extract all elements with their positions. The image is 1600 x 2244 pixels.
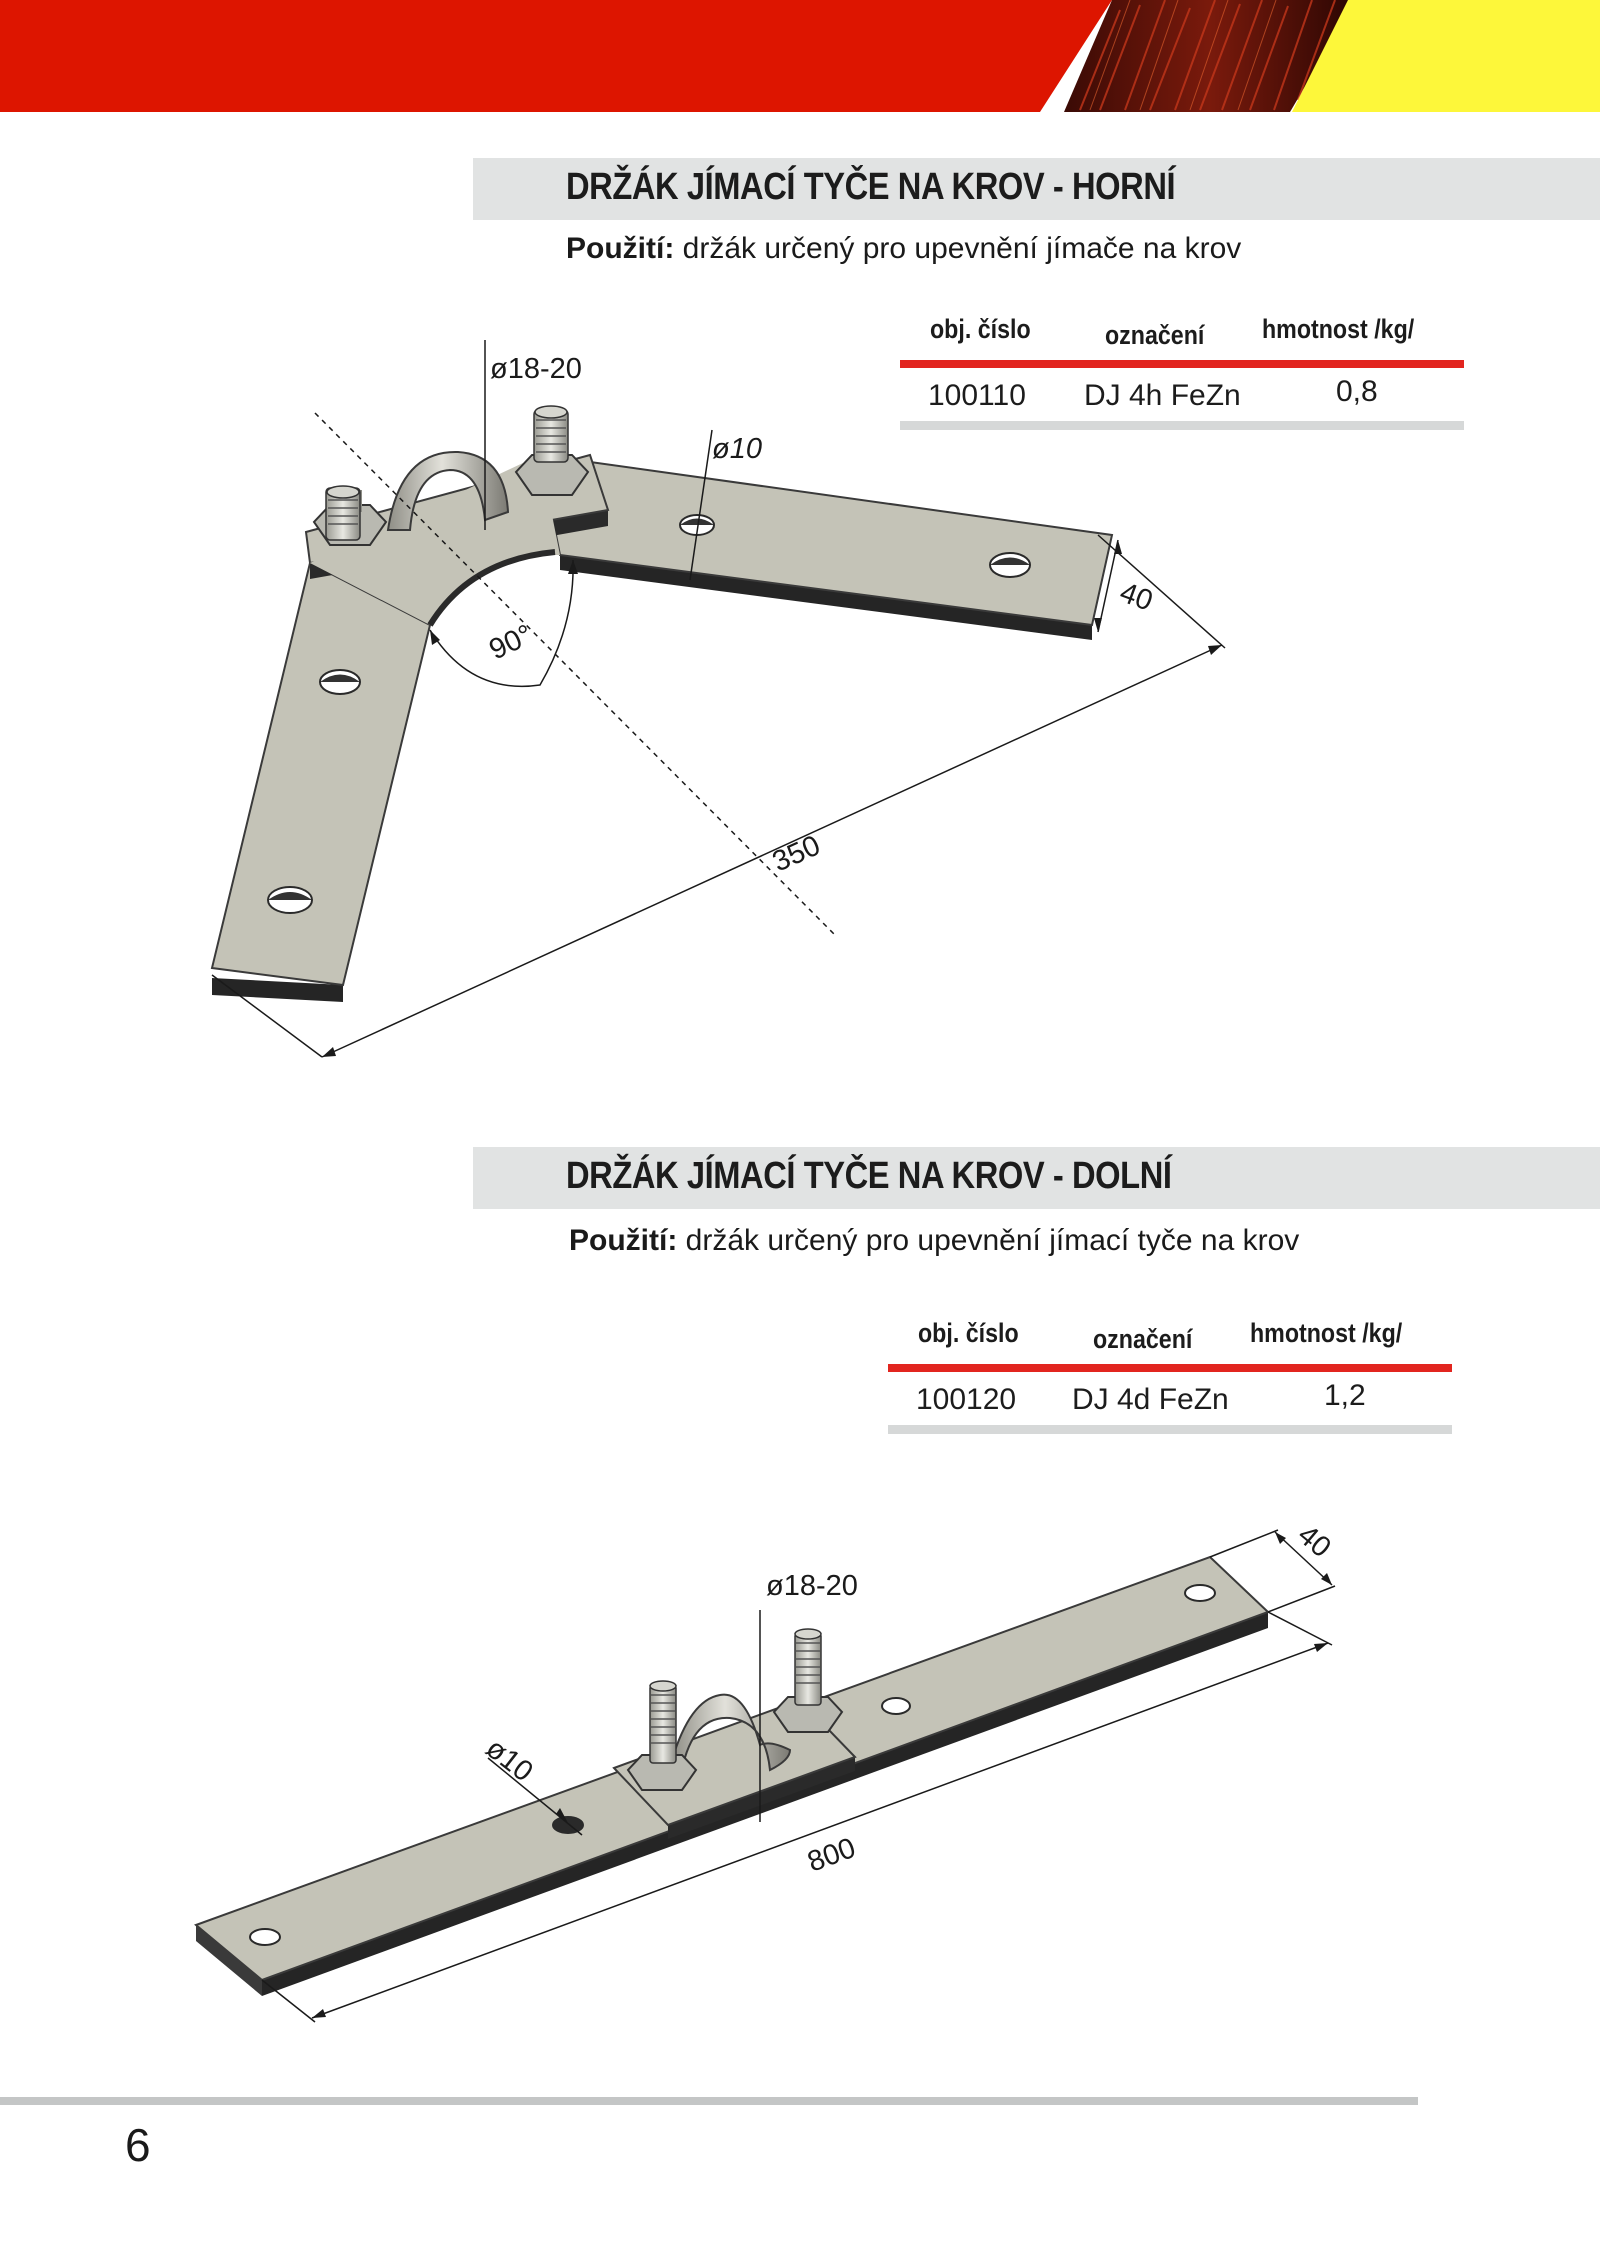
bracket-bolt-left [314, 486, 386, 545]
dim-clamp-diameter: ø18-20 [490, 353, 582, 385]
dim-width: 40 [1115, 576, 1157, 618]
header-banner [0, 0, 1600, 115]
bracket-bolt-right [516, 406, 588, 495]
table-cell-designation: DJ 4d FeZn [1072, 1383, 1229, 1416]
dim-angle: 90° [484, 618, 538, 667]
dim-length: 350 [767, 829, 826, 879]
product-2-drawing [180, 1500, 1360, 2060]
table-cell-weight: 0,8 [1336, 375, 1378, 408]
dim-hole-diameter: ø10 [479, 1732, 539, 1789]
product-1-usage [566, 232, 1241, 266]
page-number: 6 [125, 2119, 151, 2171]
product-1-usage-text: držák určený pro upevnění jímače na krov [682, 232, 1242, 265]
dim-clamp-diameter: ø18-20 [766, 1570, 858, 1602]
table-header-designation: označení [1093, 1324, 1193, 1354]
bracket-bar-side [262, 1612, 1268, 1996]
product-2-title-band [473, 1147, 1600, 1209]
table-cell-order-number: 100120 [916, 1383, 1017, 1416]
product-2-table [888, 1318, 1452, 1438]
product-2-usage [569, 1224, 1299, 1258]
table-cell-weight: 1,2 [1324, 1379, 1366, 1412]
table-header-order-number: obj. číslo [930, 314, 1031, 344]
table-header-rule [888, 1364, 1452, 1372]
header-red-band [0, 0, 1112, 112]
bracket-left-arm [212, 563, 430, 985]
table-bottom-rule [888, 1425, 1452, 1434]
product-2-usage-label: Použití: [569, 1224, 678, 1257]
product-2-usage-text: držák určený pro upevnění jímací tyče na krov [685, 1224, 1300, 1257]
table-cell-order-number: 100110 [928, 379, 1026, 412]
table-cell-designation: DJ 4h FeZn [1084, 379, 1241, 412]
dim-hole-diameter: ø10 [712, 433, 762, 465]
bracket-bolt-right [774, 1629, 842, 1732]
product-1-usage-label: Použití: [566, 232, 675, 265]
product-1-drawing [190, 330, 1250, 1070]
dim-length: 800 [803, 1831, 860, 1879]
dim-width: 40 [1291, 1518, 1337, 1565]
product-1-title: DRŽÁK JÍMACÍ TYČE NA KROV - HORNÍ [566, 166, 1176, 208]
footer-rule [0, 2097, 1418, 2105]
table-header-weight: hmotnost /kg/ [1262, 314, 1415, 344]
table-header-order-number: obj. číslo [918, 1318, 1019, 1348]
table-header-weight: hmotnost /kg/ [1250, 1318, 1403, 1348]
product-1-title-band [473, 158, 1600, 220]
product-2-title: DRŽÁK JÍMACÍ TYČE NA KROV - DOLNÍ [566, 1155, 1172, 1197]
table-header-designation: označení [1105, 320, 1205, 350]
